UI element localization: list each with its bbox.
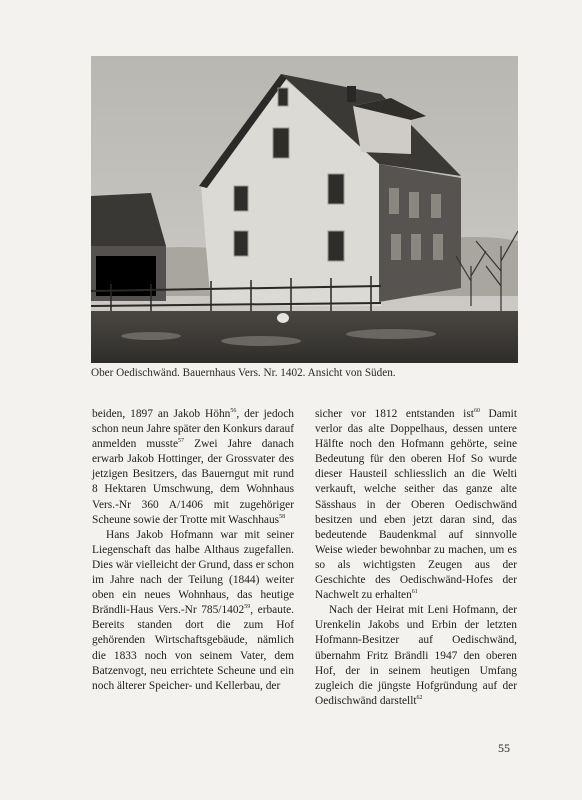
text-column-left bbox=[92, 407, 294, 694]
footnote-ref: 61 bbox=[411, 589, 418, 596]
page-number: 55 bbox=[498, 741, 510, 755]
paragraph bbox=[92, 407, 294, 528]
text-column-right bbox=[315, 407, 517, 709]
paragraph bbox=[315, 407, 517, 603]
paragraph bbox=[315, 603, 517, 709]
footnote-ref: 56 bbox=[230, 408, 237, 415]
figure-caption: Ober Oedischwänd. Bauernhaus Vers. Nr. 1402. Ansicht von Süden. bbox=[91, 367, 396, 379]
footnote-ref: 58 bbox=[279, 513, 286, 520]
text-run: , erbaute. Bereits standen dort die zum Hof gehörenden Wirtschaftsgebäude, nämlich die 1833 noch von seinem Vater, dem Batzenvogt, neu errichtete Scheune und ein noch älterer Speicher- und Kellerbau, der bbox=[92, 604, 295, 692]
footnote-ref: 59 bbox=[244, 604, 251, 611]
footnote-ref: 60 bbox=[473, 408, 480, 415]
text-run: sicher vor 1812 entstanden ist bbox=[315, 408, 474, 420]
text-run: Zwei Jahre danach erwarb Jakob Hottinger, der Grossvater des jetzigen Besitzers, das Bauerngut mit rund 8 Hektaren Umschwung, dem Wohnhaus Vers.-Nr 360 A/1406 mit zugehöriger Scheune sowie der Trotte mit Waschhaus bbox=[92, 438, 294, 526]
footnote-ref: 62 bbox=[416, 694, 423, 701]
text-run: Hans Jakob Hofmann war mit seiner Liegenschaft das halbe Althaus zugefallen. Dies wär vielleicht der Grund, dass er schon im Jahre nach der Teilung (1844) weiter oben ein neues Wohnhaus, das heutige Brändli-Haus Vers.-Nr 785/1402 bbox=[92, 528, 294, 617]
text-run: Nach der Heirat mit Leni Hofmann, der Urenkelin Jakobs und Erbin der letzten Hofmann-Besitzer auf Oedischwänd, übernahm Fritz Brändli 1947 den oberen Hof, der in seinem heutigen Umfang zugleich die jüngste Hofgründung auf der Oedischwänd darstellt bbox=[315, 604, 517, 707]
text-run: , der jedoch schon neun Jahre später den Konkurs darauf anmelden musste bbox=[92, 408, 294, 451]
footnote-ref: 57 bbox=[178, 438, 185, 445]
text-run: beiden, 1897 an Jakob Höhn bbox=[92, 408, 231, 420]
paragraph bbox=[92, 528, 294, 694]
farmhouse-photo bbox=[91, 56, 518, 363]
text-run: Damit verlor das alte Doppelhaus, dessen untere Hälfte noch den Hofmann gehörte, seine Bedeutung für den oberen Hof So wurde dieser Hausteil schliesslich an die Welti verkauft, welche seither das ganze alte Sässhaus in der Oberen Oedischwänd besitzen und eben jetzt daran sind, das bedeutende Baudenkmal auf sinnvolle Weise wieder bewohnbar zu machen, um es so als wichtigsten Zeugen aus der Geschichte des Oedischwänd-Hofes der Nachwelt zu erhalten bbox=[315, 408, 517, 602]
